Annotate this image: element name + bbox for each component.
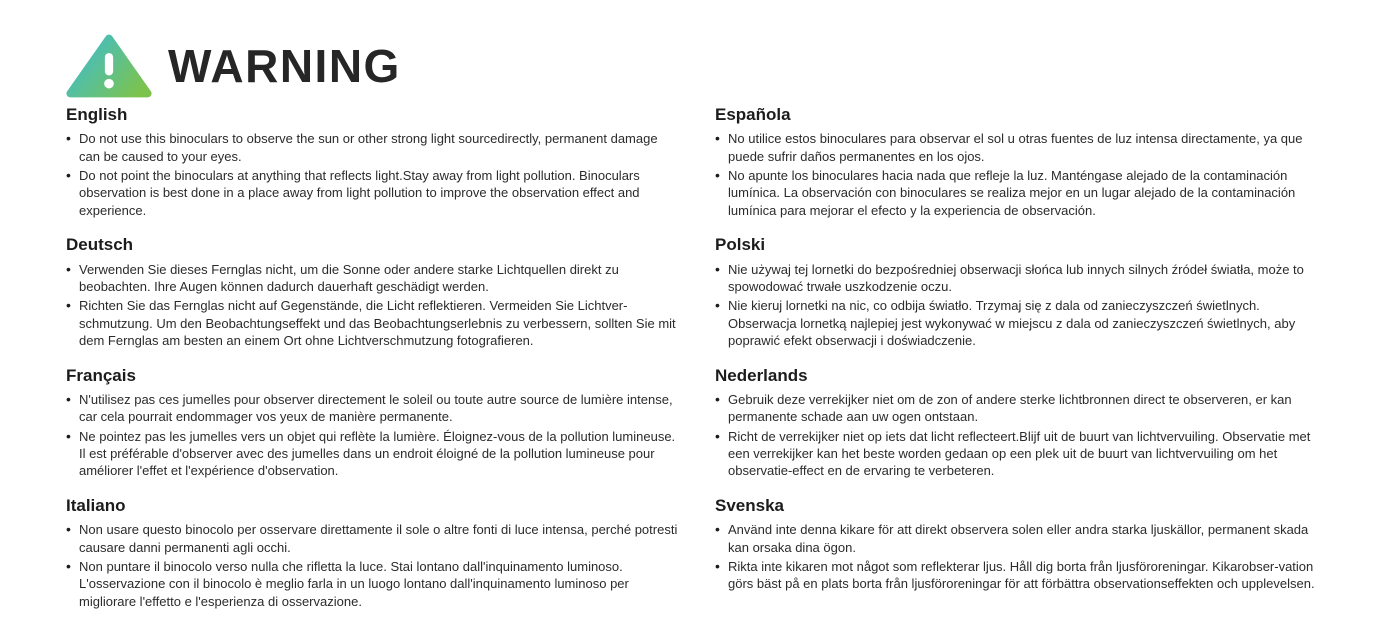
warning-header [66,34,1330,98]
section-english [66,104,681,219]
warning-list [66,521,681,610]
language-heading-english: English [66,105,128,124]
section-francais [66,365,681,480]
warning-bullet: • Nie kieruj lornetki na nic, co odbija światło. Trzymaj się z dala od zanieczyszczeń świetlnych. Obserwacja lornetką najlepiej jest wykonywać w miejscu z dala od zanieczyszczeń świetlnych, aby poprawić efekt obserwacji i doświadczenie. [715,297,1330,349]
warning-bullet: • Nie używaj tej lornetki do bezpośredniej obserwacji słońca lub innych silnych źródeł światła, może to spowodować trwałe uszkodzenie oczu. [715,261,1330,296]
warning-bullet: • Använd inte denna kikare för att direkt observera solen eller andra starka ljuskällor, permanent skada kan orsaka dina ögon. [715,521,1330,556]
warning-bullet: • Non puntare il binocolo verso nulla che rifletta la luce. Stai lontano dall'inquinamento luminoso. L'osservazione con il binocolo è meglio farla in un luogo lontano dall'inquinamento luminoso per migliorare l'effetto e l'esperienza di osservazione. [66,558,681,610]
warning-bullet: • Verwenden Sie dieses Fernglas nicht, um die Sonne oder andere starke Lichtquellen direkt zu beobachten. Ihre Augen können dadurch dauerhaft geschädigt werden. [66,261,681,296]
warning-bullet: • Do not point the binoculars at anything that reflects light.Stay away from light pollution. Binoculars observation is best done in a place away from light pollution to improve the observation effect and experience. [66,167,681,219]
right-column [715,104,1330,624]
warning-bullet: • N'utilisez pas ces jumelles pour observer directement le soleil ou toute autre source de lumière intense, car cela pourrait endommager vos yeux de manière permanente. [66,391,681,426]
language-heading-polski: Polski [715,235,766,255]
section-polski [715,234,1330,349]
warning-list [715,521,1330,593]
warning-bullet: • Do not use this binoculars to observe the sun or other strong light sourcedirectly, permanent damage can be caused to your eyes. [66,130,681,165]
section-nederlands [715,365,1330,480]
page-title: WARNING [168,40,401,92]
section-italiano [66,495,681,610]
language-columns [66,104,1330,624]
language-heading-deutsch: Deutsch [66,235,134,255]
language-heading-italiano: Italiano [66,495,126,515]
section-espanola [715,104,1330,219]
warning-bullet: • Non usare questo binocolo per osservare direttamente il sole o altre fonti di luce intensa, perché potresti causare danni permanenti agli occhi. [66,521,681,556]
warning-bullet: • Ne pointez pas les jumelles vers un objet qui reflète la lumière. Éloignez-vous de la pollution lumineuse. Il est préférable d'observer avec des jumelles dans un endroit éloigné de la pollution lumineuse pour améliorer l'effet et l'expérience d'observation. [66,428,681,480]
warning-bullet: • Richt de verrekijker niet op iets dat licht reflecteert.Blijf uit de buurt van lichtvervuiling. Observatie met een verrekijker kan het beste worden gedaan op een plek uit de buurt van lichtvervuiling om het observatie-effect en de ervaring te verbeteren. [715,428,1330,480]
language-heading-svenska: Svenska [715,495,784,515]
warning-bullet: • Gebruik deze verrekijker niet om de zon of andere sterke lichtbronnen direct te observeren, er kan permanente schade aan uw ogen ontstaan. [715,391,1330,426]
warning-list [66,261,681,350]
language-heading-nederlands: Nederlands [715,365,808,385]
left-column [66,104,681,624]
warning-list [715,391,1330,480]
language-heading-francais: Français [66,365,136,385]
section-deutsch [66,234,681,349]
warning-list [715,130,1330,219]
warning-list [66,391,681,480]
warning-list [715,261,1330,350]
warning-bullet: • Richten Sie das Fernglas nicht auf Gegenstände, die Licht reflektieren. Vermeiden Sie Lichtver-schmutzung. Um den Beobachtungseffekt und das Beobachtungserlebnis zu verbessern, sollten Sie mit dem Fernglas am besten an einem Ort ohne Lichtverschmutzung fotografieren. [66,297,681,349]
warning-bullet: • No apunte los binoculares hacia nada que refleje la luz. Manténgase alejado de la contaminación lumínica. La observación con binoculares se realiza mejor en un lugar alejado de la contaminación lumínica para mejorar el efecto y la experiencia de observación. [715,167,1330,219]
section-svenska [715,495,1330,593]
warning-list [66,130,681,219]
language-heading-espanola: Española [715,105,791,124]
warning-bullet: • No utilice estos binoculares para observar el sol u otras fuentes de luz intensa directamente, ya que puede sufrir daños permanentes en los ojos. [715,130,1330,165]
warning-bullet: • Rikta inte kikaren mot något som reflekterar ljus. Håll dig borta från ljusföroreningar. Kikarobser-vation görs bäst på en plats borta från ljusföroreningar för att förbättra observationseffekten och upplevelsen. [715,558,1330,593]
warning-triangle-icon [66,34,152,98]
